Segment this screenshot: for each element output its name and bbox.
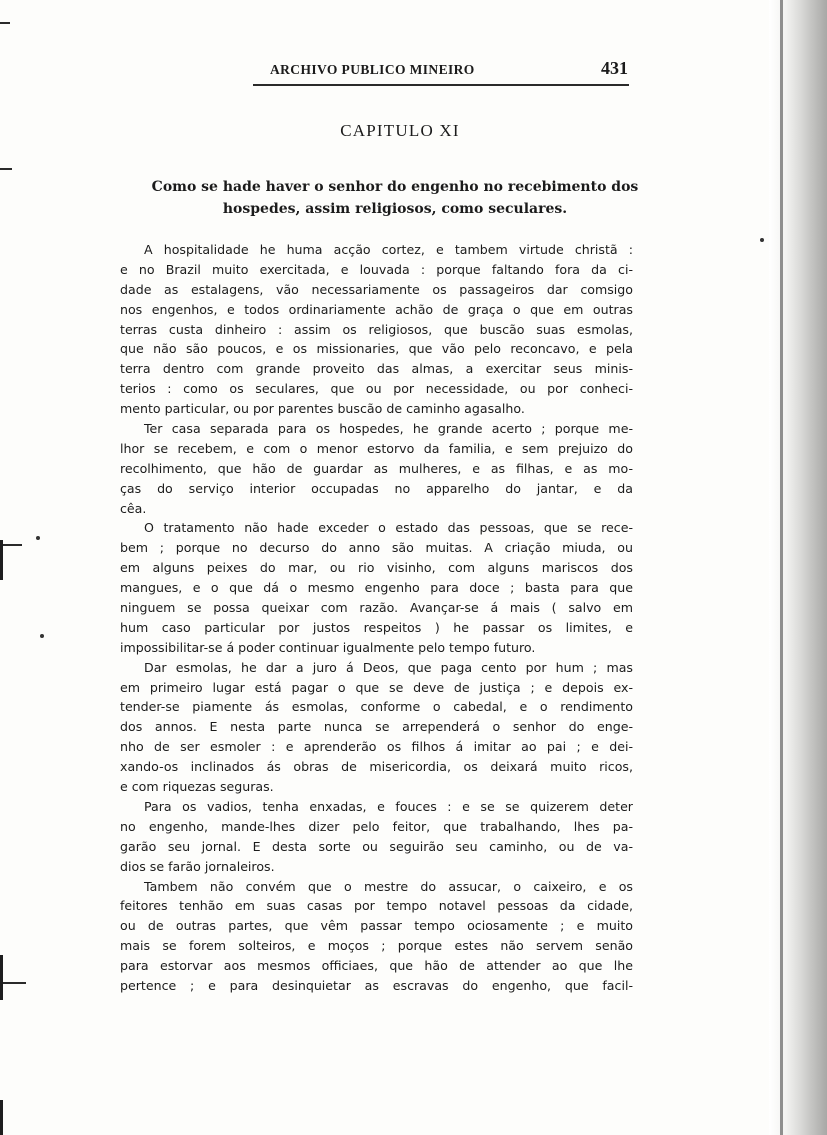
scan-edge-line bbox=[780, 0, 783, 1135]
scan-mark bbox=[0, 544, 22, 546]
text-line: Ter casa separada para os hospedes, he grande acerto ; porque me- bbox=[144, 421, 633, 437]
text-line: cêa. bbox=[120, 500, 147, 516]
text-line: em primeiro lugar está pagar o que se deve de justiça ; e depois ex- bbox=[120, 679, 633, 695]
scan-mark bbox=[0, 1100, 3, 1135]
scan-speck bbox=[36, 536, 40, 540]
text-line: bem ; porque no decurso do anno são muitas. A criação miuda, ou bbox=[120, 540, 633, 556]
text-line: terra dentro com grande proveito das almas, a exercitar seus minis- bbox=[120, 361, 633, 377]
scan-mark bbox=[0, 955, 3, 1000]
text-line: feitores tenhão em suas casas por tempo notavel pessoas da cidade, bbox=[120, 898, 633, 914]
text-line: nho de ser esmoler : e aprenderão os filhos á imitar ao pai ; e dei- bbox=[120, 739, 633, 755]
text-line: lhor se recebem, e com o menor estorvo da familia, e sem prejuizo do bbox=[120, 440, 633, 456]
text-line: no engenho, mande-lhes dizer pelo feitor, que trabalhando, lhes pa- bbox=[120, 818, 633, 834]
text-line: mangues, e o que dá o mesmo engenho para doce ; basta para que bbox=[120, 580, 633, 596]
chapter-heading bbox=[115, 176, 675, 220]
text-line: dos annos. E nesta parte nunca se arrependerá o senhor do enge- bbox=[120, 719, 633, 735]
scan-edge-shadow bbox=[769, 0, 827, 1135]
text-line: e no Brazil muito exercitada, e louvada : porque faltando fora da ci- bbox=[120, 261, 633, 277]
text-line: tender-se piamente ás esmolas, conforme o cabedal, e o rendimento bbox=[120, 699, 633, 715]
text-line: terras custa dinheiro : assim os religiosos, que buscão suas esmolas, bbox=[120, 321, 633, 337]
text-line: recolhimento, que hão de guardar as mulheres, e as filhas, e as mo- bbox=[120, 460, 633, 476]
text-line: Dar esmolas, he dar a juro á Deos, que paga cento por hum ; mas bbox=[144, 659, 633, 675]
running-head bbox=[252, 60, 628, 84]
scan-mark bbox=[0, 982, 26, 984]
text-line: Tambem não convém que o mestre do assucar, o caixeiro, e os bbox=[144, 878, 633, 894]
text-line: nos engenhos, e todos ordinariamente achão de graça o que em outras bbox=[120, 301, 633, 317]
text-line: para estorvar aos mesmos officiaes, que hão de attender ao que lhe bbox=[120, 958, 633, 974]
text-line: em alguns peixes do mar, ou rio visinho, com alguns mariscos dos bbox=[120, 560, 633, 576]
chapter-title: CAPITULO XI bbox=[340, 121, 460, 140]
text-line: dade as estalagens, vão necessariamente os passageiros dar comsigo bbox=[120, 281, 633, 297]
text-line: terios : como os seculares, que ou por necessidade, ou por conheci- bbox=[120, 381, 633, 397]
chapter-heading-line: hospedes, assim religiosos, como seculares. bbox=[222, 201, 568, 217]
text-line: impossibilitar-se á poder continuar igualmente pelo tempo futuro. bbox=[120, 639, 536, 655]
text-line: ças do serviço interior occupadas no apparelho do jantar, e da bbox=[120, 480, 633, 496]
journal-title: ARCHIVO PUBLICO MINEIRO bbox=[270, 62, 475, 77]
text-line: xando-os inclinados ás obras de misericordia, os deixará muito ricos, bbox=[120, 759, 633, 775]
text-line: A hospitalidade he huma acção cortez, e tambem virtude christã : bbox=[144, 242, 633, 257]
header-rule bbox=[253, 84, 629, 86]
body-text bbox=[120, 240, 633, 996]
text-line: ninguem se possa queixar com razão. Avançar-se á mais ( salvo em bbox=[120, 600, 633, 616]
chapter-heading-line: Como se hade haver o senhor do engenho no recebimento dos bbox=[151, 179, 639, 195]
text-line: garão seu jornal. E desta sorte ou seguirão seu caminho, ou de va- bbox=[120, 838, 633, 854]
scan-mark bbox=[0, 168, 12, 170]
text-line: que não são poucos, e os missionaries, que vão pelo reconcavo, e pela bbox=[120, 341, 633, 357]
text-line: ou de outras partes, que vêm passar tempo ociosamente ; e muito bbox=[120, 918, 633, 934]
text-line: mento particular, ou por parentes buscão de caminho agasalho. bbox=[120, 401, 525, 417]
page-number: 431 bbox=[601, 58, 628, 78]
scan-mark bbox=[0, 540, 3, 580]
text-line: pertence ; e para desinquietar as escravas do engenho, que facil- bbox=[120, 977, 633, 993]
text-line: e com riquezas seguras. bbox=[120, 779, 274, 795]
scan-mark bbox=[0, 22, 10, 24]
text-line: dios se farão jornaleiros. bbox=[120, 858, 275, 874]
text-line: Para os vadios, tenha enxadas, e fouces : e se se quizerem deter bbox=[144, 798, 633, 814]
text-line: O tratamento não hade exceder o estado das pessoas, que se rece- bbox=[144, 520, 633, 536]
scan-speck bbox=[40, 634, 44, 638]
text-line: mais se forem solteiros, e moços ; porque estes não servem senão bbox=[120, 938, 633, 954]
scan-speck bbox=[760, 238, 764, 242]
text-line: hum caso particular por justos respeitos ) he passar os limites, e bbox=[120, 619, 633, 635]
